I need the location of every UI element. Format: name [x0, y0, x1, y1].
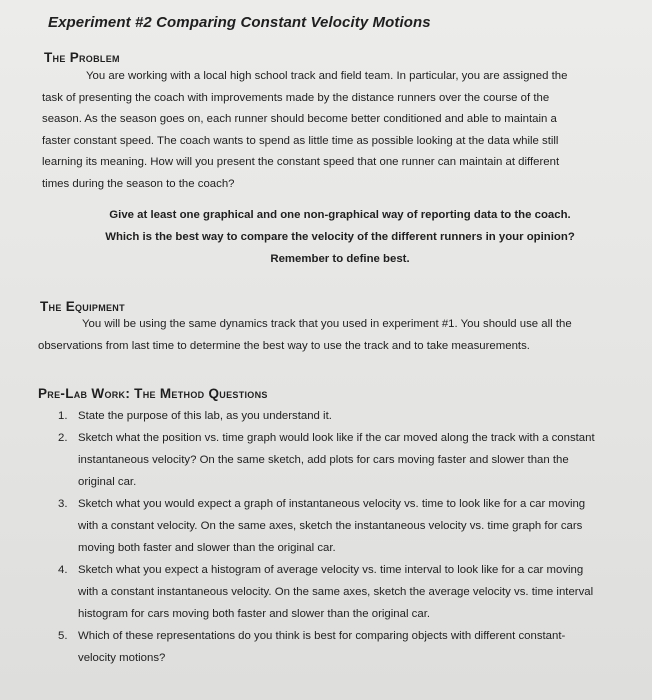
question-number: 4.: [58, 564, 68, 576]
prelab-questions-list: [38, 405, 598, 669]
question-text: Sketch what the position vs. time graph would look like if the car moved along the track with a constant instantaneous velocity? On the same sketch, add plots for cars moving faster and slower than the original car.: [78, 432, 595, 488]
problem-emphasis: [40, 204, 640, 270]
emphasis-line-2: Which is the best way to compare the velocity of the different runners in your opinion?: [105, 231, 575, 243]
question-number: 1.: [58, 410, 68, 422]
equipment-heading: The Equipment: [40, 299, 125, 314]
list-item: [38, 405, 598, 427]
list-item: [38, 427, 598, 493]
question-number: 2.: [58, 432, 68, 444]
emphasis-line-1: Give at least one graphical and one non-graphical way of reporting data to the coach.: [109, 209, 571, 221]
question-text: Sketch what you expect a histogram of average velocity vs. time interval to look like for a car moving with a constant instantaneous velocity. On the same axes, sketch the average velocity vs. time interval histogram for cars moving both faster and slower than the original car.: [78, 564, 594, 620]
problem-paragraph: [42, 66, 587, 195]
question-text: Sketch what you would expect a graph of instantaneous velocity vs. time to look like for a car moving with a constant velocity. On the same axes, sketch the instantaneous velocity vs. time graph for cars moving both faster and slower than the original car.: [78, 498, 586, 554]
question-text: Which of these representations do you think is best for comparing objects with different constant-velocity motions?: [78, 630, 566, 664]
list-item: [38, 493, 598, 559]
equipment-paragraph: [38, 314, 598, 357]
question-number: 5.: [58, 630, 68, 642]
problem-paragraph-text: You are working with a local high school track and field team. In particular, you are assigned the task of presenting the coach with improvements made by the distance runners over the course of the season. As the season goes on, each runner should become better conditioned and able to maintain a faster constant speed. The coach wants to spend as little time as possible looking at the data while still learning its meaning. How will you present the constant speed that one runner can maintain at different times during the season to the coach?: [42, 70, 568, 190]
question-number: 3.: [58, 498, 68, 510]
problem-heading: The Problem: [44, 50, 120, 65]
list-item: [38, 625, 598, 669]
prelab-heading: Pre-Lab Work: The Method Questions: [38, 386, 268, 401]
list-item: [38, 559, 598, 625]
question-text: State the purpose of this lab, as you understand it.: [78, 410, 332, 422]
equipment-paragraph-text: You will be using the same dynamics track that you used in experiment #1. You should use all the observations from last time to determine the best way to use the track and to take measurements.: [38, 318, 572, 352]
document-title: Experiment #2 Comparing Constant Velocity Motions: [48, 14, 431, 31]
emphasis-line-3: Remember to define best.: [270, 253, 410, 265]
